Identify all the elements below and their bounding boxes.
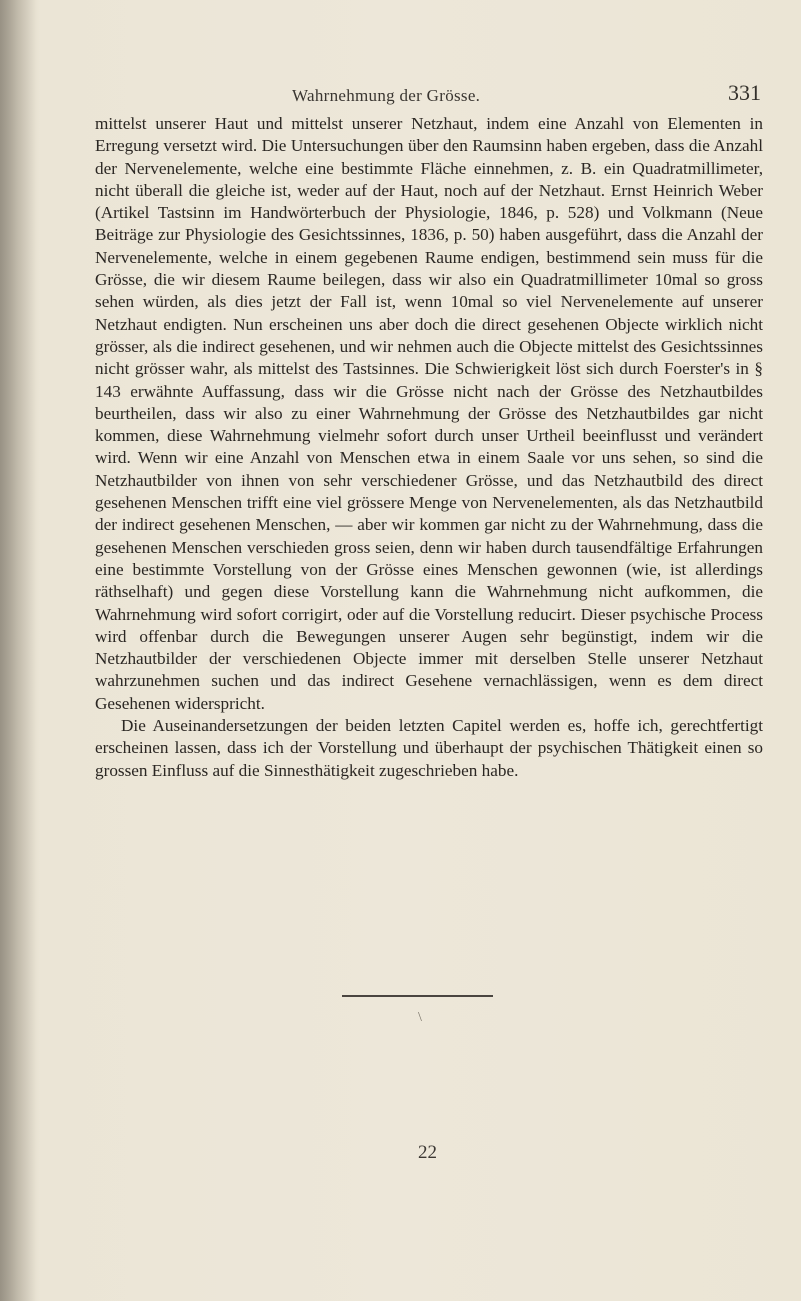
running-title: Wahrnehmung der Grösse.	[292, 86, 481, 105]
paragraph-2: Die Auseinandersetzungen der beiden letzten Capitel werden es, hoffe ich, gerechtfertigt erscheinen lassen, dass ich der Vorstellung und überhaupt der psychischen Thätigkeit einen so grossen Einfluss auf die Sinnesthätigkeit zugeschrieben habe.	[95, 716, 763, 780]
running-head	[0, 80, 801, 110]
spine-shadow	[0, 0, 36, 1301]
stray-mark: \	[418, 1010, 422, 1025]
section-end-rule	[342, 995, 493, 997]
printer-signature: 22	[418, 1142, 437, 1163]
page-number: 331	[728, 80, 761, 105]
paragraph-1: mittelst unserer Haut und mittelst unserer Netzhaut, indem eine Anzahl von Elementen in Erregung versetzt wird. Die Untersuchungen über den Raumsinn haben ergeben, dass die Anzahl der Nervenelemente, welche eine bestimmte Fläche einnehmen, z. B. ein Quadratmillimeter, nicht überall die gleiche ist, weder auf der Haut, noch auf der Netzhaut. Ernst Heinrich Weber (Artikel Tastsinn im Handwörterbuch der Physiologie, 1846, p. 528) und Volkmann (Neue Beiträge zur Physiologie des Gesichtssinnes, 1836, p. 50) haben ausgeführt, dass die Anzahl der Nervenelemente, welche in einem gegebenen Raume endigen, bestimmend sein muss für die Grösse, die wir diesem Raume beilegen, dass wir also ein Quadratmillimeter 10mal so gross sehen würden, als dies jetzt der Fall ist, wenn 10mal so viel Nervenelemente auf unserer Netzhaut endigten. Nun erscheinen uns aber doch die direct gesehenen Objecte wirklich nicht grösser, als die indirect gesehenen, und wir nehmen auch die Objecte mittelst des Gesichtssinnes nicht grösser wahr, als mittelst des Tastsinnes. Die Schwierigkeit löst sich durch Foerster's in § 143 erwähnte Auffassung, dass wir die Grösse nicht nach der Grösse des Netzhautbildes beurtheilen, dass wir also zu einer Wahrnehmung der Grösse des Netzhautbildes gar nicht kommen, diese Wahrnehmung vielmehr sofort durch unser Urtheil beeinflusst und verändert wird. Wenn wir eine Anzahl von Menschen etwa in einem Saale vor uns sehen, so sind die Netzhautbilder von ihnen von sehr verschiedener Grösse, und das Netzhautbild des direct gesehenen Menschen trifft eine viel grössere Menge von Nervenelementen, als das Netzhautbild der indirect gesehenen Menschen, — aber wir kommen gar nicht zu der Wahrnehmung, dass die gesehenen Menschen verschieden gross seien, denn wir haben durch tausendfältige Erfahrungen eine bestimmte Vorstellung von der Grösse eines Menschen gewonnen (wie, ist allerdings räthselhaft) und gegen diese Vorstellung kann die Wahrnehmung nicht aufkommen, die Wahrnehmung wird sofort corrigirt, oder auf die Vorstellung reducirt. Dieser psychische Process wird offenbar durch die Bewegungen unserer Augen sehr begünstigt, indem wir die Netzhautbilder der verschiedenen Objecte immer mit derselben Stelle unserer Netzhaut wahrzunehmen suchen und das indirect Gesehene vernachlässigen, wenn es dem direct Gesehenen widerspricht.	[95, 114, 763, 713]
body-text	[95, 113, 763, 782]
